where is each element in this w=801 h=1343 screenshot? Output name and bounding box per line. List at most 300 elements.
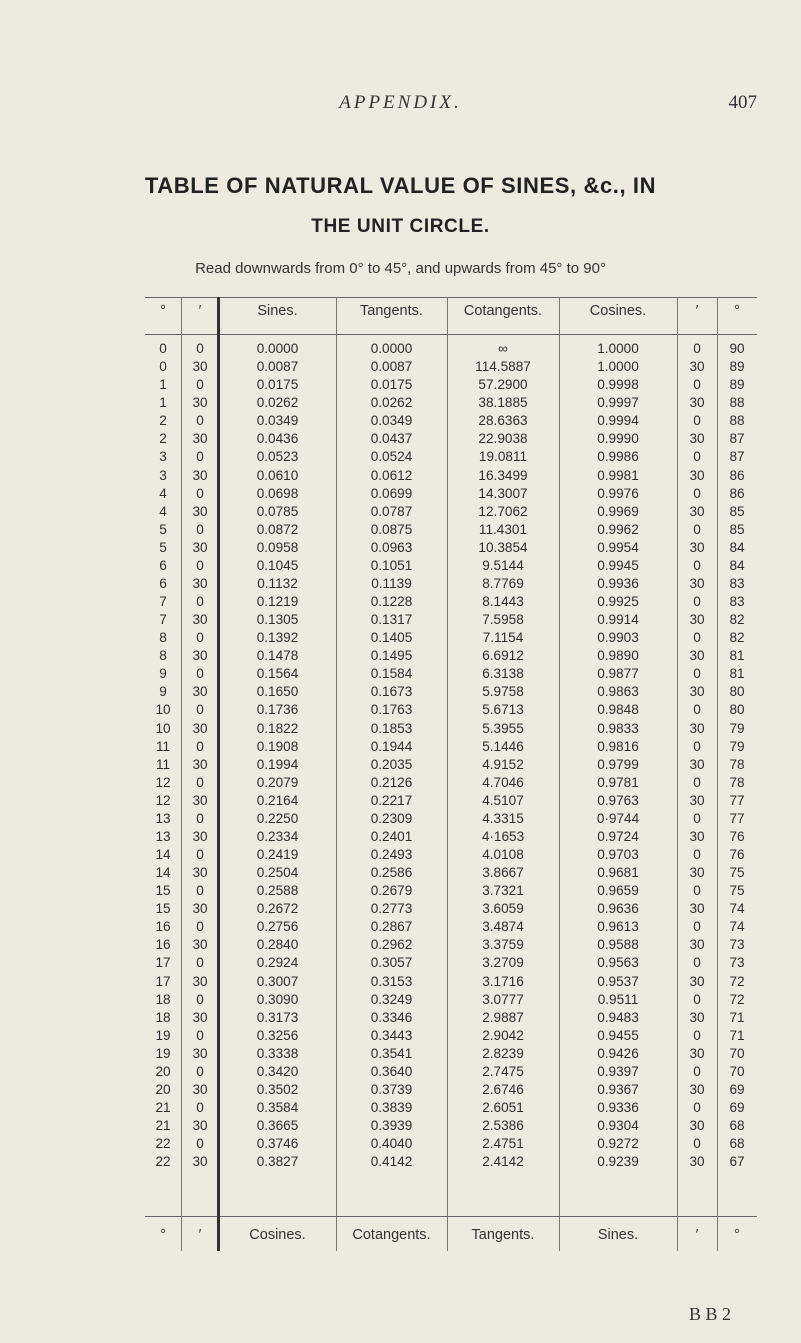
- minutes-cell: 30: [192, 1118, 208, 1133]
- cotangent-cell: 2.4142: [482, 1154, 524, 1170]
- cotangent-cell: 7.5958: [482, 612, 524, 627]
- sine-cell: 0.0087: [256, 359, 299, 375]
- cosine-cell: 1.0000: [597, 359, 639, 375]
- degrees-right-cell: 87: [729, 431, 745, 447]
- header-cosines: Cosines.: [589, 303, 647, 319]
- degrees-cell: 5: [159, 539, 167, 555]
- minutes-cell: 0: [196, 1099, 204, 1115]
- degrees-right-cell: 77: [729, 792, 745, 808]
- cotangent-cell: 4.5107: [482, 792, 524, 808]
- minutes-right-cell: 30: [689, 395, 705, 411]
- sine-cell: 0.0262: [256, 395, 299, 411]
- degrees-cell: 14: [155, 847, 171, 862]
- cosine-cell: 0.9816: [597, 738, 639, 754]
- degrees-cell: 17: [155, 973, 171, 989]
- degrees-right-cell: 74: [729, 919, 745, 935]
- cotangent-cell: ∞: [498, 341, 508, 356]
- cosine-cell: 0.9304: [597, 1118, 639, 1133]
- cotangent-cell: 8.1443: [482, 594, 524, 609]
- degrees-right-cell: 85: [729, 503, 745, 519]
- minutes-right-cell: 0: [693, 1063, 701, 1079]
- cotangent-cell: 5.9758: [482, 684, 524, 700]
- minutes-right-cell: 0: [693, 449, 701, 465]
- minutes-cell: 0: [196, 1063, 204, 1079]
- minutes-right-cell: 30: [689, 503, 705, 519]
- signature-mark: B B 2: [688, 1304, 731, 1324]
- cosine-cell: 0.9613: [597, 919, 639, 935]
- running-title: APPENDIX.: [339, 92, 462, 113]
- sine-cell: 0.3338: [256, 1045, 299, 1061]
- tangent-cell: 0.1673: [370, 684, 413, 700]
- degrees-right-cell: 86: [729, 485, 745, 501]
- minutes-right-cell: 30: [689, 1045, 705, 1061]
- table-row: [0, 665, 801, 683]
- page-number: 407: [728, 92, 757, 113]
- degrees-cell: 22: [155, 1136, 171, 1152]
- degrees-right-cell: 75: [729, 865, 745, 880]
- cotangent-cell: 5.1446: [482, 738, 524, 754]
- cotangent-cell: 11.4301: [478, 521, 528, 537]
- minutes-cell: 30: [192, 612, 208, 627]
- sine-cell: 0.1564: [256, 666, 299, 682]
- degrees-right-cell: 80: [729, 702, 745, 718]
- sine-cell: 0.0175: [256, 377, 299, 393]
- degrees-right-cell: 88: [729, 395, 745, 411]
- minutes-cell: 30: [192, 431, 208, 447]
- table-row: [0, 521, 801, 539]
- cosine-cell: 0.9981: [597, 467, 639, 483]
- minutes-right-cell: 0: [693, 1136, 701, 1152]
- cotangent-cell: 57.2900: [478, 377, 528, 393]
- cotangent-cell: 6.6912: [482, 648, 524, 664]
- cotangent-cell: 3.3759: [482, 937, 524, 953]
- degrees-cell: 0: [159, 359, 167, 375]
- sine-cell: 0.1994: [256, 756, 299, 772]
- cosine-cell: 0.9659: [597, 883, 639, 899]
- degrees-cell: 19: [155, 1045, 171, 1061]
- tangent-cell: 0.3057: [370, 955, 413, 971]
- cotangent-cell: 2.8239: [482, 1045, 524, 1061]
- minutes-right-cell: 30: [689, 575, 705, 591]
- cotangent-cell: 2.9042: [482, 1027, 524, 1043]
- table-row: [0, 756, 801, 774]
- minutes-cell: 0: [196, 955, 204, 971]
- minutes-right-cell: 0: [693, 666, 701, 682]
- degrees-cell: 6: [159, 575, 167, 591]
- tangent-cell: 0.2309: [370, 810, 413, 826]
- degrees-cell: 16: [155, 919, 171, 935]
- degrees-right-cell: 70: [729, 1045, 745, 1061]
- cosine-cell: 0.9998: [597, 377, 639, 393]
- header-minutes: ′: [198, 303, 202, 319]
- minutes-cell: 30: [192, 684, 208, 700]
- degrees-right-cell: 72: [729, 991, 745, 1007]
- cosine-cell: 0.9455: [597, 1027, 639, 1043]
- tangent-cell: 0.3249: [370, 991, 413, 1007]
- table-row: [0, 1099, 801, 1117]
- degrees-cell: 21: [155, 1118, 171, 1133]
- minutes-cell: 0: [196, 413, 204, 429]
- header-degrees-right: °: [734, 303, 740, 319]
- sine-cell: 0.1305: [256, 612, 299, 627]
- tangent-cell: 0.3346: [370, 1009, 413, 1025]
- cosine-cell: 0.9588: [597, 937, 639, 953]
- sine-cell: 0.2840: [256, 937, 299, 953]
- sine-cell: 0.2334: [256, 828, 299, 844]
- tangent-cell: 0.2126: [370, 774, 413, 790]
- minutes-cell: 30: [192, 937, 208, 953]
- degrees-cell: 12: [155, 792, 171, 808]
- table-header-row: [0, 303, 801, 321]
- sine-cell: 0.0698: [256, 485, 299, 501]
- table-row: [0, 1135, 801, 1153]
- minutes-right-cell: 0: [693, 991, 701, 1007]
- tangent-cell: 0.1317: [370, 612, 413, 627]
- cosine-cell: 0.9890: [597, 648, 639, 664]
- degrees-right-cell: 77: [729, 810, 745, 826]
- table-row: [0, 611, 801, 629]
- sine-cell: 0.3256: [256, 1027, 299, 1043]
- degrees-right-cell: 71: [729, 1009, 745, 1025]
- table-row: [0, 900, 801, 918]
- cosine-cell: 0.9945: [597, 557, 639, 573]
- running-head: [0, 92, 801, 116]
- cotangent-cell: 7.1154: [482, 630, 524, 646]
- tangent-cell: 0.2867: [370, 919, 413, 935]
- footer-tangents: Tangents.: [471, 1227, 535, 1243]
- cotangent-cell: 14.3007: [478, 485, 528, 501]
- cosine-cell: 0.9986: [597, 449, 639, 465]
- sine-cell: 0.0000: [256, 341, 299, 356]
- minutes-cell: 0: [196, 557, 204, 573]
- cotangent-cell: 3.6059: [482, 901, 524, 917]
- sine-cell: 0.0523: [256, 449, 299, 465]
- cosine-cell: 0.9336: [597, 1099, 639, 1115]
- tangent-cell: 0.0612: [370, 467, 413, 483]
- table-row: [0, 340, 801, 358]
- degrees-cell: 12: [155, 774, 171, 790]
- degrees-cell: 15: [155, 901, 171, 917]
- table-row: [0, 936, 801, 954]
- tangent-cell: 0.4142: [370, 1154, 413, 1170]
- degrees-cell: 10: [155, 702, 171, 718]
- degrees-right-cell: 71: [729, 1027, 745, 1043]
- cotangent-cell: 28.6363: [478, 413, 528, 429]
- degrees-cell: 16: [155, 937, 171, 953]
- tangent-cell: 0.1495: [370, 648, 413, 664]
- degrees-right-cell: 82: [729, 630, 745, 646]
- degrees-cell: 0: [159, 341, 167, 356]
- tangent-cell: 0.0262: [370, 395, 413, 411]
- cosine-cell: 0.9724: [597, 828, 639, 844]
- degrees-right-cell: 84: [729, 557, 745, 573]
- minutes-cell: 30: [192, 539, 208, 555]
- degrees-cell: 10: [155, 720, 171, 736]
- sine-cell: 0.2079: [256, 774, 299, 790]
- cosine-cell: 0.9976: [597, 485, 639, 501]
- minutes-cell: 0: [196, 1136, 204, 1152]
- cotangent-cell: 9.5144: [482, 557, 524, 573]
- cotangent-cell: 3.0777: [482, 991, 524, 1007]
- sine-cell: 0.0958: [256, 539, 299, 555]
- minutes-cell: 0: [196, 521, 204, 537]
- table-row: [0, 810, 801, 828]
- cotangent-cell: 3.1716: [482, 973, 524, 989]
- tangent-cell: 0.2493: [370, 847, 413, 862]
- minutes-right-cell: 30: [689, 973, 705, 989]
- tangent-cell: 0.1584: [370, 666, 413, 682]
- table-row: [0, 954, 801, 972]
- minutes-cell: 30: [192, 503, 208, 519]
- tangent-cell: 0.0000: [370, 341, 413, 356]
- table-row: [0, 629, 801, 647]
- sine-cell: 0.3502: [256, 1081, 299, 1097]
- degrees-cell: 3: [159, 449, 167, 465]
- minutes-cell: 30: [192, 359, 208, 375]
- sine-cell: 0.0872: [256, 521, 299, 537]
- minutes-cell: 0: [196, 377, 204, 393]
- cotangent-cell: 2.7475: [482, 1063, 524, 1079]
- minutes-cell: 0: [196, 702, 204, 718]
- sine-cell: 0.3746: [256, 1136, 299, 1152]
- degrees-cell: 19: [155, 1027, 171, 1043]
- minutes-right-cell: 30: [689, 612, 705, 627]
- sine-cell: 0.1650: [256, 684, 299, 700]
- cosine-cell: 0.9763: [597, 792, 639, 808]
- tangent-cell: 0.0087: [370, 359, 413, 375]
- cosine-cell: 0·9744: [596, 810, 640, 826]
- table-row: [0, 1027, 801, 1045]
- sine-cell: 0.1219: [256, 594, 299, 609]
- sine-cell: 0.2504: [256, 865, 299, 880]
- sine-cell: 0.2588: [256, 883, 299, 899]
- table-row: [0, 376, 801, 394]
- minutes-cell: 30: [192, 901, 208, 917]
- tangent-cell: 0.3939: [370, 1118, 413, 1133]
- degrees-right-cell: 73: [729, 955, 745, 971]
- degrees-right-cell: 75: [729, 883, 745, 899]
- minutes-right-cell: 30: [689, 901, 705, 917]
- degrees-right-cell: 85: [729, 521, 745, 537]
- sine-cell: 0.3090: [256, 991, 299, 1007]
- footer-minutes-right: ′: [695, 1227, 699, 1243]
- sine-cell: 0.3173: [256, 1009, 299, 1025]
- degrees-right-cell: 69: [729, 1099, 745, 1115]
- minutes-right-cell: 0: [693, 1027, 701, 1043]
- cosine-cell: 0.9636: [597, 901, 639, 917]
- cotangent-cell: 3.8667: [482, 865, 524, 880]
- degrees-cell: 13: [155, 828, 171, 844]
- table-row: [0, 448, 801, 466]
- degrees-cell: 11: [155, 756, 171, 772]
- sine-cell: 0.3007: [256, 973, 299, 989]
- tangent-cell: 0.2773: [370, 901, 413, 917]
- degrees-right-cell: 82: [729, 612, 745, 627]
- minutes-cell: 30: [192, 1154, 208, 1170]
- cotangent-cell: 3.7321: [482, 883, 524, 899]
- cotangent-cell: 12.7062: [478, 503, 528, 519]
- tangent-cell: 0.3640: [370, 1063, 413, 1079]
- minutes-cell: 30: [192, 575, 208, 591]
- table-row: [0, 412, 801, 430]
- tangent-cell: 0.0963: [370, 539, 413, 555]
- cosine-cell: 0.9914: [597, 612, 639, 627]
- cotangent-cell: 5.3955: [482, 720, 524, 736]
- tangent-cell: 0.0437: [370, 431, 413, 447]
- degrees-cell: 20: [155, 1081, 171, 1097]
- sine-cell: 0.0436: [256, 431, 299, 447]
- minutes-right-cell: 30: [689, 539, 705, 555]
- cosine-cell: 0.9962: [597, 521, 639, 537]
- minutes-cell: 30: [192, 720, 208, 736]
- minutes-right-cell: 0: [693, 630, 701, 646]
- degrees-right-cell: 90: [729, 341, 745, 356]
- degrees-right-cell: 76: [729, 828, 745, 844]
- table-title: TABLE OF NATURAL VALUE OF SINES, &c., IN: [144, 173, 657, 198]
- cosine-cell: 0.9997: [597, 395, 639, 411]
- cosine-cell: 1.0000: [597, 341, 639, 356]
- cotangent-cell: 6.3138: [482, 666, 524, 682]
- degrees-cell: 20: [155, 1063, 171, 1079]
- cosine-cell: 0.9954: [597, 539, 639, 555]
- degrees-cell: 6: [159, 557, 167, 573]
- tangent-cell: 0.0524: [370, 449, 413, 465]
- sine-cell: 0.2672: [256, 901, 299, 917]
- minutes-right-cell: 0: [693, 919, 701, 935]
- degrees-right-cell: 86: [729, 467, 745, 483]
- minutes-right-cell: 30: [689, 684, 705, 700]
- minutes-right-cell: 30: [689, 467, 705, 483]
- minutes-right-cell: 30: [689, 937, 705, 953]
- cosine-cell: 0.9990: [597, 431, 639, 447]
- minutes-cell: 30: [192, 1045, 208, 1061]
- table-row: [0, 430, 801, 448]
- tangent-cell: 0.0349: [370, 413, 413, 429]
- degrees-right-cell: 78: [729, 774, 745, 790]
- minutes-right-cell: 0: [693, 521, 701, 537]
- table-row: [0, 1081, 801, 1099]
- table-row: [0, 485, 801, 503]
- header-cotangents: Cotangents.: [463, 303, 543, 319]
- tangent-cell: 0.0875: [370, 521, 413, 537]
- degrees-cell: 14: [155, 865, 171, 880]
- table-subtitle: Read downwards from 0° to 45°, and upwards from 45° to 90°: [195, 260, 606, 277]
- cosine-cell: 0.9877: [597, 666, 639, 682]
- degrees-right-cell: 76: [729, 847, 745, 862]
- cosine-cell: 0.9925: [597, 594, 639, 609]
- table-row: [0, 792, 801, 810]
- degrees-right-cell: 67: [729, 1154, 745, 1170]
- degrees-right-cell: 87: [729, 449, 745, 465]
- tangent-cell: 0.1051: [370, 557, 413, 573]
- table-row: [0, 394, 801, 412]
- cosine-cell: 0.9563: [597, 955, 639, 971]
- minutes-cell: 0: [196, 485, 204, 501]
- tangent-cell: 0.3739: [370, 1081, 413, 1097]
- minutes-cell: 30: [192, 756, 208, 772]
- table-row: [0, 1045, 801, 1063]
- cosine-cell: 0.9703: [597, 847, 639, 862]
- cotangent-cell: 2.5386: [482, 1118, 524, 1133]
- tangent-cell: 0.3443: [370, 1027, 413, 1043]
- sine-cell: 0.2164: [256, 792, 299, 808]
- minutes-right-cell: 30: [689, 828, 705, 844]
- degrees-cell: 8: [159, 648, 167, 664]
- degrees-right-cell: 74: [729, 901, 745, 917]
- cotangent-cell: 16.3499: [478, 467, 528, 483]
- minutes-right-cell: 30: [689, 431, 705, 447]
- minutes-cell: 0: [196, 883, 204, 899]
- table-row: [0, 1117, 801, 1135]
- tangent-cell: 0.3839: [370, 1099, 413, 1115]
- degrees-right-cell: 88: [729, 413, 745, 429]
- header-degrees: °: [160, 303, 166, 319]
- cotangent-cell: 2.6051: [482, 1099, 524, 1115]
- table-row: [0, 683, 801, 701]
- footer-minutes: ′: [198, 1227, 202, 1243]
- degrees-cell: 11: [155, 738, 171, 754]
- cotangent-cell: 2.9887: [482, 1009, 524, 1025]
- cosine-cell: 0.9903: [597, 630, 639, 646]
- minutes-cell: 0: [196, 774, 204, 790]
- tangent-cell: 0.3153: [370, 973, 413, 989]
- tangent-cell: 0.1405: [370, 630, 413, 646]
- cosine-cell: 0.9426: [597, 1045, 639, 1061]
- minutes-right-cell: 0: [693, 883, 701, 899]
- minutes-right-cell: 0: [693, 955, 701, 971]
- sine-cell: 0.1132: [257, 575, 298, 591]
- minutes-right-cell: 0: [693, 738, 701, 754]
- degrees-right-cell: 68: [729, 1118, 745, 1133]
- minutes-right-cell: 30: [689, 1154, 705, 1170]
- minutes-right-cell: 0: [693, 413, 701, 429]
- cotangent-cell: 4.9152: [482, 756, 524, 772]
- tangent-cell: 0.3541: [370, 1045, 413, 1061]
- minutes-right-cell: 0: [693, 377, 701, 393]
- minutes-cell: 0: [196, 666, 204, 682]
- minutes-cell: 0: [196, 630, 204, 646]
- table-row: [0, 973, 801, 991]
- degrees-right-cell: 79: [729, 720, 745, 736]
- table-row: [0, 720, 801, 738]
- minutes-cell: 0: [196, 1027, 204, 1043]
- cotangent-cell: 4.7046: [482, 774, 524, 790]
- sine-cell: 0.3420: [256, 1063, 299, 1079]
- sine-cell: 0.1822: [256, 720, 299, 736]
- cotangent-cell: 10.3854: [478, 539, 528, 555]
- table-title-continued: THE UNIT CIRCLE.: [311, 216, 490, 237]
- minutes-cell: 0: [196, 810, 204, 826]
- minutes-cell: 30: [192, 395, 208, 411]
- footer-degrees-right: °: [734, 1227, 740, 1243]
- degrees-cell: 21: [155, 1099, 171, 1115]
- sine-cell: 0.1478: [256, 648, 299, 664]
- minutes-right-cell: 0: [693, 1099, 701, 1115]
- table-row: [0, 1153, 801, 1171]
- tangent-cell: 0.2962: [370, 937, 413, 953]
- minutes-right-cell: 30: [689, 792, 705, 808]
- degrees-right-cell: 72: [729, 973, 745, 989]
- table-row: [0, 539, 801, 557]
- cosine-cell: 0.9833: [597, 720, 639, 736]
- cosine-cell: 0.9848: [597, 702, 639, 718]
- table-row: [0, 1009, 801, 1027]
- table-row: [0, 882, 801, 900]
- table-row: [0, 575, 801, 593]
- degrees-cell: 1: [159, 377, 167, 393]
- degrees-cell: 18: [155, 1009, 171, 1025]
- cosine-cell: 0.9681: [597, 865, 639, 880]
